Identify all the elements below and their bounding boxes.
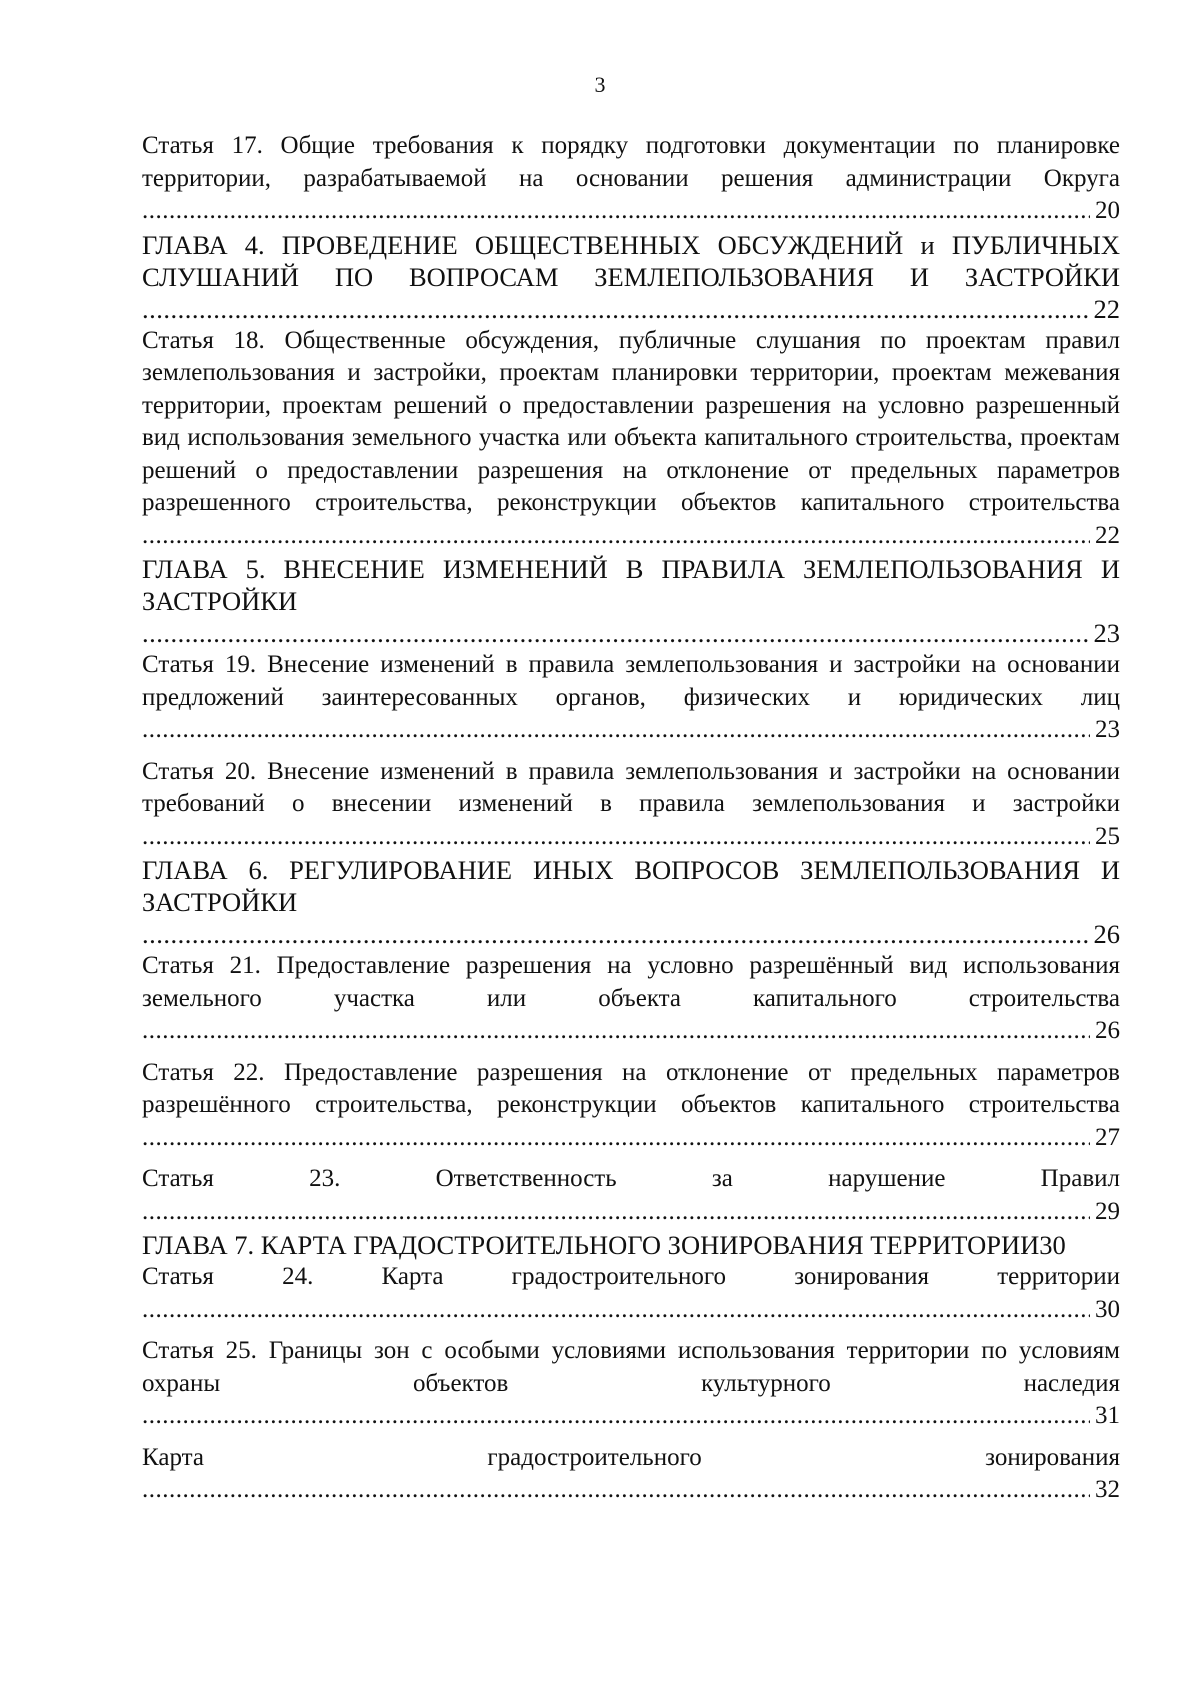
- toc-entry-page: 22: [1089, 293, 1121, 325]
- table-of-contents: [142, 130, 1120, 1507]
- toc-entry-title: ГЛАВА 7. КАРТА ГРАДОСТРОИТЕЛЬНОГО ЗОНИРОВАНИЯ ТЕРРИТОРИИ: [142, 1230, 1040, 1260]
- toc-entry-article-20[interactable]: [142, 756, 1120, 854]
- toc-entry-title: ГЛАВА 4. ПРОВЕДЕНИЕ ОБЩЕСТВЕННЫХ ОБСУЖДЕНИЙ и ПУБЛИЧНЫХ СЛУШАНИЙ ПО ВОПРОСАМ ЗЕМЛЕПОЛЬЗОВАНИЯ И ЗАСТРОЙКИ .....: [142, 230, 1120, 324]
- toc-entry-page: 27: [1090, 1122, 1120, 1155]
- toc-entry-title: Статья 20. Внесение изменений в правила землепользования и застройки на основании требований о внесении изменений в правила землепользования и застройки .....: [142, 758, 1120, 850]
- toc-entry-title: Статья 22. Предоставление разрешения на отклонение от предельных параметров разрешённого строительства, реконструкции объектов капитального строительства .....: [142, 1059, 1120, 1151]
- toc-entry-title: Статья 19. Внесение изменений в правила землепользования и застройки на основании предложений заинтересованных органов, физических и юридических лиц .....: [142, 651, 1120, 743]
- toc-entry-page: 29: [1090, 1196, 1120, 1229]
- toc-entry-chapter-6[interactable]: [142, 854, 1120, 950]
- toc-entry-page: 20: [1090, 195, 1120, 228]
- toc-entry-article-19[interactable]: [142, 649, 1120, 747]
- toc-entry-zoning-map[interactable]: [142, 1442, 1120, 1507]
- toc-entry-article-25[interactable]: [142, 1335, 1120, 1433]
- toc-entry-title: ГЛАВА 6. РЕГУЛИРОВАНИЕ ИНЫХ ВОПРОСОВ ЗЕМЛЕПОЛЬЗОВАНИЯ И ЗАСТРОЙКИ .....: [142, 855, 1120, 949]
- toc-entry-page: 26: [1089, 918, 1121, 950]
- toc-entry-article-22[interactable]: [142, 1057, 1120, 1155]
- toc-entry-chapter-5[interactable]: [142, 553, 1120, 649]
- toc-entry-page: 25: [1090, 821, 1120, 854]
- toc-entry-page: 31: [1090, 1400, 1120, 1433]
- toc-entry-article-17[interactable]: [142, 130, 1120, 228]
- toc-entry-page: 23: [1089, 617, 1121, 649]
- toc-entry-article-21[interactable]: [142, 950, 1120, 1048]
- toc-entry-title: Карта градостроительного зонирования .....: [142, 1444, 1120, 1504]
- toc-entry-page: 26: [1090, 1015, 1120, 1048]
- toc-entry-article-18[interactable]: [142, 325, 1120, 553]
- toc-entry-title: Статья 18. Общественные обсуждения, публичные слушания по проектам правил землепользования и застройки, проектам планировки территории, проектам межевания территории, проектам решений о предоставлении разрешения на условно разрешенный вид использования земельного участка или объекта капитального строительства, проектам решений о предоставлении разрешения на отклонение от предельных параметров разрешенного строительства, реконструкции объектов капитального строительства .....: [142, 327, 1120, 549]
- toc-entry-page: 30: [1039, 1230, 1066, 1260]
- toc-entry-page: 30: [1090, 1294, 1120, 1327]
- toc-entry-page: 32: [1090, 1474, 1120, 1507]
- toc-entry-title: Статья 21. Предоставление разрешения на условно разрешённый вид использования земельного участка или объекта капитального строительства .....: [142, 952, 1120, 1044]
- toc-entry-page: 23: [1090, 714, 1120, 747]
- toc-entry-article-23[interactable]: [142, 1163, 1120, 1228]
- toc-entry-title: Статья 24. Карта градостроительного зонирования территории .....: [142, 1263, 1120, 1323]
- toc-entry-chapter-4[interactable]: [142, 229, 1120, 325]
- toc-entry-page: 22: [1090, 520, 1120, 553]
- toc-entry-chapter-7[interactable]: [142, 1229, 1120, 1261]
- toc-entry-title: Статья 23. Ответственность за нарушение Правил .....: [142, 1165, 1120, 1225]
- page-number: 3: [594, 72, 606, 97]
- toc-entry-title: Статья 25. Границы зон с особыми условиями использования территории по условиям охраны объектов культурного наследия .....: [142, 1337, 1120, 1429]
- toc-entry-title: ГЛАВА 5. ВНЕСЕНИЕ ИЗМЕНЕНИЙ В ПРАВИЛА ЗЕМЛЕПОЛЬЗОВАНИЯ И ЗАСТРОЙКИ .....: [142, 554, 1120, 648]
- toc-entry-article-24[interactable]: [142, 1261, 1120, 1326]
- toc-entry-title: Статья 17. Общие требования к порядку подготовки документации по планировке территории, разрабатываемой на основании решения администрации Округа .....: [142, 132, 1120, 224]
